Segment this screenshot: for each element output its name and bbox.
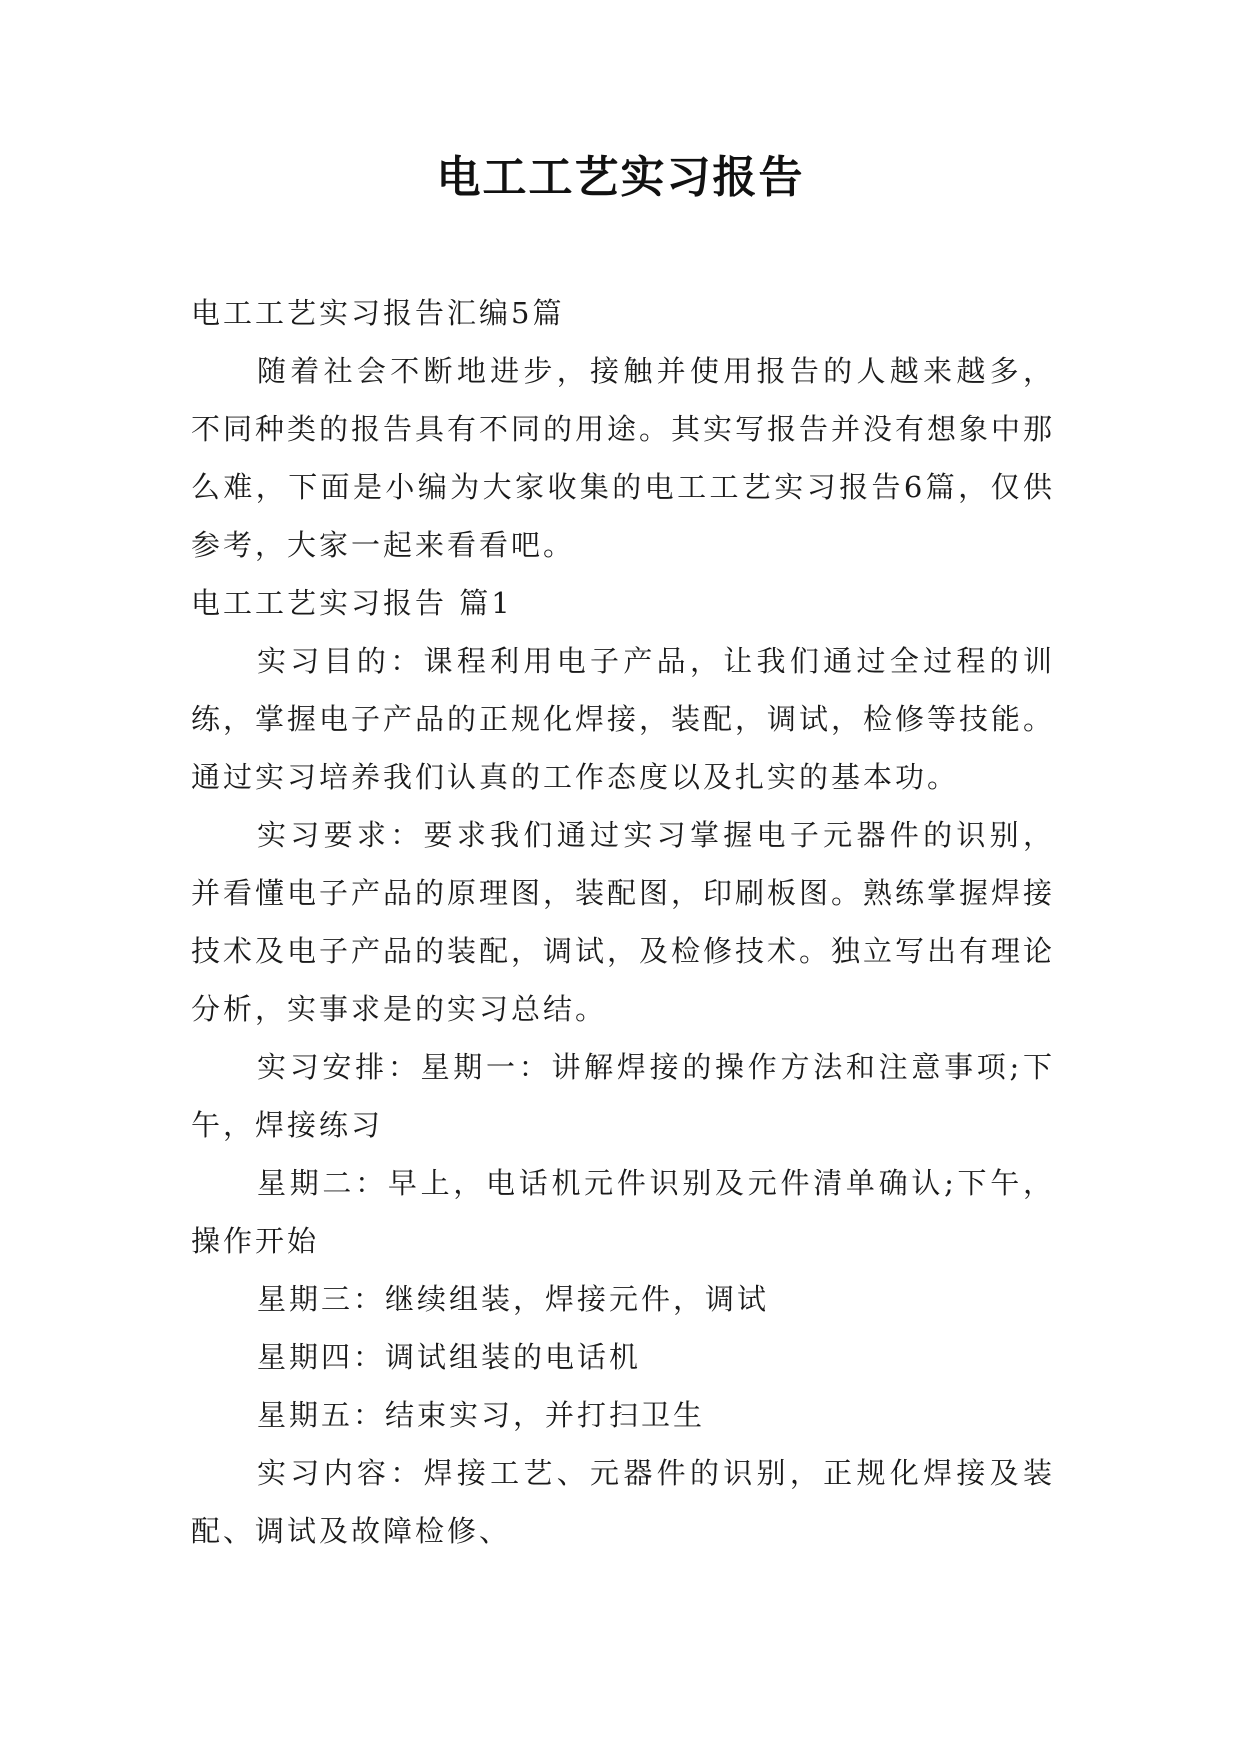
paragraph-collection-heading: 电工工艺实习报告汇编5篇 [191,296,565,330]
paragraph-schedule-thursday: 星期四：调试组装的电话机 [257,1340,642,1374]
paragraph-purpose: 实习目的：课程利用电子产品，让我们通过全过程的训练，掌握电子产品的正规化焊接，装配，调试，检修等技能。通过实习培养我们认真的工作态度以及扎实的基本功。 [191,644,1056,794]
document-body [191,284,1055,1560]
document-title: 电工工艺实习报告 [436,152,805,203]
paragraph-content: 实习内容：焊接工艺、元器件的识别，正规化焊接及装配、调试及故障检修、 [191,1456,1055,1548]
paragraph-schedule-wednesday: 星期三：继续组装，焊接元件，调试 [257,1282,770,1316]
paragraph-schedule-tuesday: 星期二：早上，电话机元件识别及元件清单确认;下午，操作开始 [191,1166,1055,1258]
paragraph-requirements: 实习要求：要求我们通过实习掌握电子元器件的识别，并看懂电子产品的原理图，装配图，印刷板图。熟练掌握焊接技术及电子产品的装配，调试，及检修技术。独立写出有理论分析，实事求是的实习总结。 [191,818,1056,1026]
paragraph-section-heading: 电工工艺实习报告 篇1 [191,586,513,620]
paragraph-schedule-friday: 星期五：结束实习，并打扫卫生 [257,1398,706,1432]
paragraph-intro: 随着社会不断地进步，接触并使用报告的人越来越多，不同种类的报告具有不同的用途。其实写报告并没有想象中那么难，下面是小编为大家收集的电工工艺实习报告6篇，仅供参考，大家一起来看看吧。 [191,354,1056,562]
paragraph-schedule-monday: 实习安排：星期一：讲解焊接的操作方法和注意事项;下午，焊接练习 [191,1050,1055,1142]
